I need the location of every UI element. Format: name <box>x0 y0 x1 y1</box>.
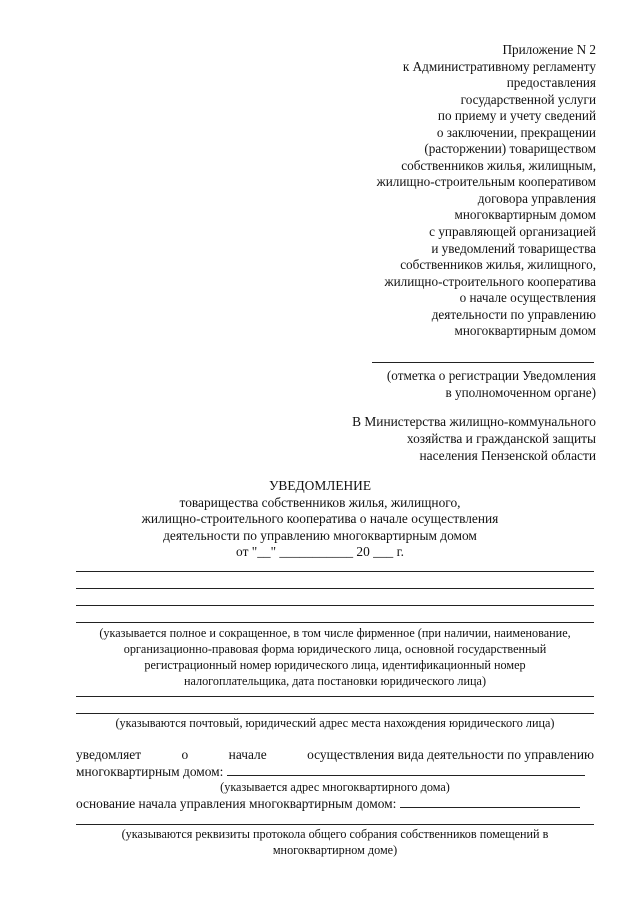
title-line: деятельности по управлению многоквартирным домом <box>163 527 477 543</box>
entity-fill-line <box>76 588 594 589</box>
appendix-line: жилищно-строительным кооперативом <box>376 174 596 190</box>
registration-note-line: (отметка о регистрации Уведомления <box>386 368 596 383</box>
address-note-text: (указываются почтовый, юридический адрес места нахождения юридического лица) <box>115 716 555 730</box>
notify-word: осуществления вида деятельности по управлению <box>307 747 594 762</box>
addressee-block <box>352 413 596 464</box>
appendix-line: жилищно-строительного кооператива <box>384 273 596 289</box>
notify-house-label: многоквартирным домом: <box>76 764 224 779</box>
appendix-line: государственной услуги <box>460 91 596 107</box>
notify-word: о <box>181 747 189 762</box>
house-address-note-text: (указывается адрес многоквартирного дома) <box>220 780 450 794</box>
registration-mark-line <box>372 362 594 363</box>
appendix-line: деятельности по управлению <box>431 306 596 322</box>
title-date-line: от "__" ___________ 20 ___ г. <box>236 544 404 559</box>
notify-word: уведомляет <box>76 747 142 762</box>
protocol-note-line: многоквартирном доме) <box>272 843 398 857</box>
registration-note <box>387 367 596 401</box>
entity-note <box>76 625 594 689</box>
title-line: товарищества собственников жилья, жилищного, <box>179 494 461 510</box>
entity-note-line: организационно-правовая форма юридического лица, основной государственный <box>123 642 547 656</box>
house-address-fill-line <box>227 763 585 776</box>
notify-line-2 <box>76 763 594 780</box>
appendix-line: договора управления <box>477 190 596 206</box>
appendix-line: многоквартирным домом <box>454 207 596 223</box>
entity-fill-line <box>76 571 594 572</box>
notify-line-1 <box>76 746 594 763</box>
appendix-line: предоставления <box>506 75 596 91</box>
appendix-line: к Административному регламенту <box>402 58 596 74</box>
appendix-line: о заключении, прекращении <box>436 124 596 140</box>
house-address-note <box>76 779 594 795</box>
basis-line <box>76 795 594 812</box>
basis-fill-line <box>400 795 580 808</box>
entity-fill-line <box>76 605 594 606</box>
address-note <box>76 715 594 731</box>
address-fill-line <box>76 713 594 714</box>
appendix-line: многоквартирным домом <box>454 323 596 339</box>
entity-fill-line <box>76 622 594 623</box>
title-line: жилищно-строительного кооператива о начале осуществления <box>141 511 499 526</box>
appendix-line: о начале осуществления <box>459 290 596 306</box>
appendix-line: с управляющей организацией <box>429 224 596 240</box>
appendix-line: собственников жилья, жилищного, <box>400 257 596 273</box>
registration-note-line: в уполномоченном органе) <box>445 385 596 400</box>
appendix-line: по приему и учету сведений <box>437 108 596 124</box>
entity-note-line: налогоплательщика, дата постановки юридического лица) <box>183 674 487 688</box>
protocol-note-line: (указываются реквизиты протокола общего собрания собственников помещений в <box>121 827 549 841</box>
entity-note-line: (указывается полное и сокращенное, в том числе фирменное (при наличии, наименование, <box>99 626 571 640</box>
entity-note-line: регистрационный номер юридического лица, идентификационный номер <box>144 658 526 672</box>
appendix-line: Приложение N 2 <box>502 42 596 57</box>
addressee-line: населения Пензенской области <box>419 448 596 463</box>
appendix-line: (расторжении) товариществом <box>424 141 596 157</box>
title-heading: УВЕДОМЛЕНИЕ <box>268 478 372 493</box>
notify-word: начале <box>228 747 267 762</box>
address-fill-line <box>76 696 594 697</box>
addressee-line: хозяйства и гражданской защиты <box>406 431 596 446</box>
appendix-line: собственников жилья, жилищным, <box>401 157 596 173</box>
document-title <box>0 478 640 561</box>
appendix-header <box>296 42 596 340</box>
basis-label: основание начала управления многоквартирным домом: <box>76 796 397 811</box>
appendix-line: и уведомлений товарищества <box>431 240 596 256</box>
addressee-line: В Министерства жилищно-коммунального <box>352 414 596 429</box>
protocol-note <box>76 826 594 858</box>
protocol-fill-line <box>76 824 594 825</box>
